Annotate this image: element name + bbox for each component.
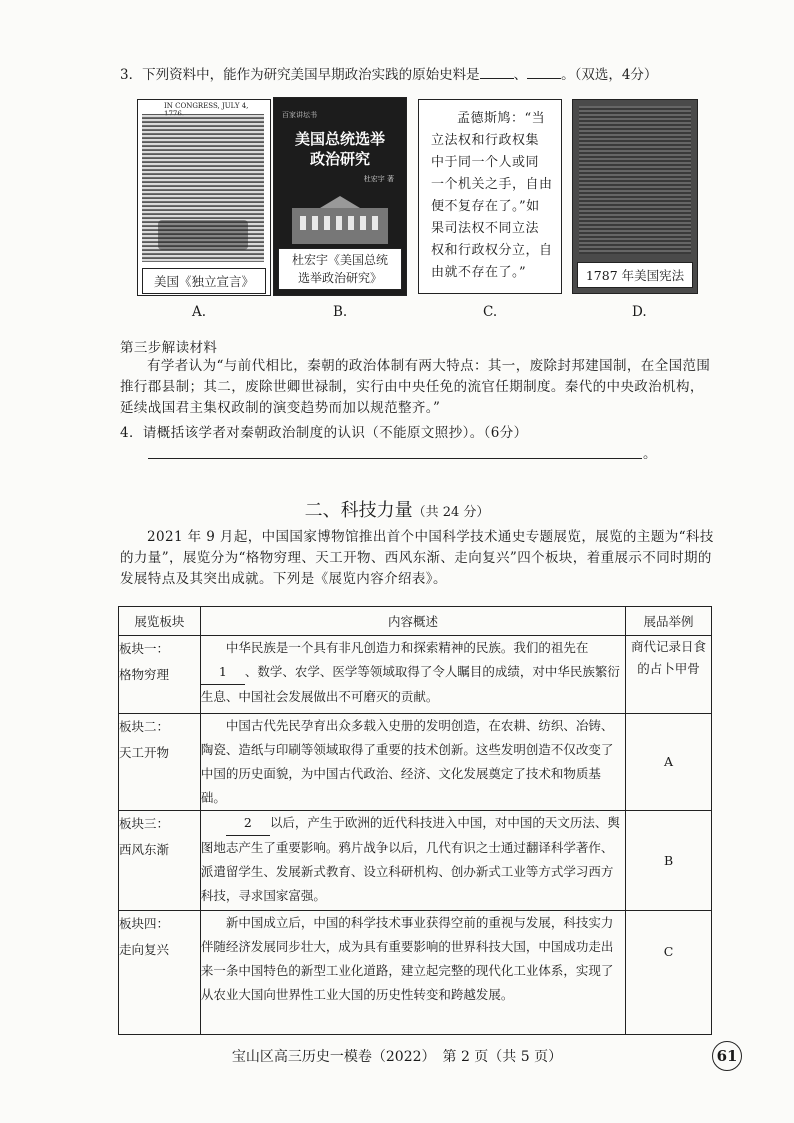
- answer-line-q4[interactable]: [148, 458, 642, 459]
- page-footer: 宝山区高三历史一模卷（2022） 第 2 页（共 5 页）: [231, 1049, 563, 1065]
- section-2-title-text: 二、科技力量: [304, 500, 413, 521]
- row-label: 板块一： 格物穷理: [119, 636, 201, 714]
- blank-2[interactable]: 2: [226, 811, 270, 836]
- image-book-cover: [273, 97, 407, 296]
- header-content: 内容概述: [200, 607, 625, 636]
- caption-a: 美国《独立宣言》: [142, 268, 266, 294]
- answer-blank-2[interactable]: [527, 64, 561, 79]
- row-content: 中华民族是一个具有非凡创造力和探索精神的民族。我们的祖先在1 、数学、农学、医学等领域取得了令人瞩目的成绩，对中华民族繁衍生息、中国社会发展做出不可磨灭的贡献。: [200, 636, 625, 714]
- page-number-badge: 61: [712, 1041, 742, 1071]
- option-a[interactable]: A.: [192, 304, 207, 320]
- image-declaration-of-independence: [137, 99, 271, 296]
- question-3-tail: 。（双选，4分）: [561, 67, 658, 83]
- row-example[interactable]: C: [626, 911, 712, 1035]
- constitution-texture: [579, 106, 691, 254]
- table-row: [119, 636, 712, 714]
- book-title-line-2: 政治研究: [309, 150, 370, 168]
- row-label: 板块二： 天工开物: [119, 714, 201, 811]
- table-row: [119, 911, 712, 1035]
- capitol-building-icon: [290, 194, 390, 246]
- quote-text: 孟德斯鸠：“当 立法权和行政权集 中于同一个人或同 一个机关之手，自由 便不复存在了。”如 果司法权不同立法 权和行政权分立，自 由就不存在了。”: [431, 111, 553, 280]
- row-example[interactable]: B: [626, 811, 712, 911]
- section-2-intro: 2021 年 9 月起，中国国家博物馆推出首个中国科学技术通史专题展览，展览的主题为“科技的力量”，展览分为“格物穷理、天工开物、西风东渐、走向复兴”四个板块，着重展示不同时期的发展特点及其突出成就。下列是《展览内容介绍表》。: [120, 529, 714, 587]
- answer-blank-1[interactable]: [480, 64, 514, 79]
- header-section: 展览板块: [119, 607, 201, 636]
- caption-b-line-2: 选举政治研究》: [297, 271, 382, 285]
- question-4: 4．请概括该学者对秦朝政治制度的认识（不能原文照抄）。（6分）: [120, 425, 528, 441]
- caption-b-line-1: 杜宏宇《美国总统: [291, 253, 388, 267]
- table-header-row: [119, 607, 712, 636]
- table-row: [119, 811, 712, 911]
- caption-d: 1787 年美国宪法: [577, 262, 693, 288]
- question-3: 3．下列资料中，能作为研究美国早期政治实践的原始史料是 、 。（双选，4分）: [120, 64, 657, 85]
- declaration-header: IN CONGRESS, JULY 4,: [164, 102, 249, 110]
- row-label: 板块四： 走向复兴: [119, 911, 201, 1035]
- option-d[interactable]: D.: [632, 304, 647, 320]
- header-example: 展品举例: [626, 607, 712, 636]
- row-content: 中国古代先民孕育出众多载入史册的发明创造，在农耕、纺织、冶铸、陶瓷、造纸与印刷等领域取得了重要的技术创新。这些发明创造不仅改变了中国的历史面貌，为中国古代政治、经济、文化发展奠定了技术和物质基础。: [200, 714, 625, 811]
- image-montesquieu-quote: [418, 99, 562, 294]
- section-2-title: [0, 496, 794, 522]
- table-row: [119, 714, 712, 811]
- exhibition-table: [118, 606, 712, 1035]
- option-b[interactable]: B.: [333, 304, 348, 320]
- row-example[interactable]: A: [626, 714, 712, 811]
- blank-1[interactable]: 1: [201, 660, 245, 685]
- row-example: 商代记录日食的占卜甲骨: [626, 636, 712, 714]
- step-3-material: 有学者认为“与前代相比，秦朝的政治体制有两大特点：其一，废除封邦建国制，在全国范围推行郡县制；其二，废除世卿世禄制，实行由中央任免的流官任期制度。秦代的中央政治机构，延续战国君主集权政制的演变趋势而加以规范整齐。”: [120, 358, 711, 416]
- row-content: 新中国成立后，中国的科学技术事业获得空前的重视与发展，科技实力伴随经济发展同步壮大，成为具有重要影响的世界科技大国，中国成功走出来一条中国特色的新型工业化道路，建立起完整的现代化工业体系，实现了从农业大国向世界性工业大国的历史性转变和跨越发展。: [200, 911, 625, 1035]
- caption-b: [278, 248, 402, 290]
- book-title-line-1: 美国总统选举: [294, 130, 385, 148]
- answer-line-end: 。: [643, 446, 657, 462]
- image-us-constitution: [572, 99, 698, 294]
- row-content: 2 以后，产生于欧洲的近代科技进入中国，对中国的天文历法、舆图地志产生了重要影响。鸦片战争以后，几代有识之士通过翻译科学著作、派遣留学生、发展新式教育、设立科研机构、创办新式工业等方式学习西方科技，寻求国家富强。: [200, 811, 625, 911]
- step-3-heading: 第三步解读材料: [120, 340, 218, 356]
- book-author: 杜宏宇 著: [363, 175, 394, 183]
- question-3-text: 3．下列资料中，能作为研究美国早期政治实践的原始史料是: [120, 67, 480, 83]
- book-series-label: 百家讲坛书: [282, 111, 317, 119]
- declaration-signatures: [158, 220, 248, 250]
- option-c[interactable]: C.: [483, 304, 498, 320]
- row-label: 板块三： 西风东渐: [119, 811, 201, 911]
- section-2-score: （共 24 分）: [412, 505, 490, 520]
